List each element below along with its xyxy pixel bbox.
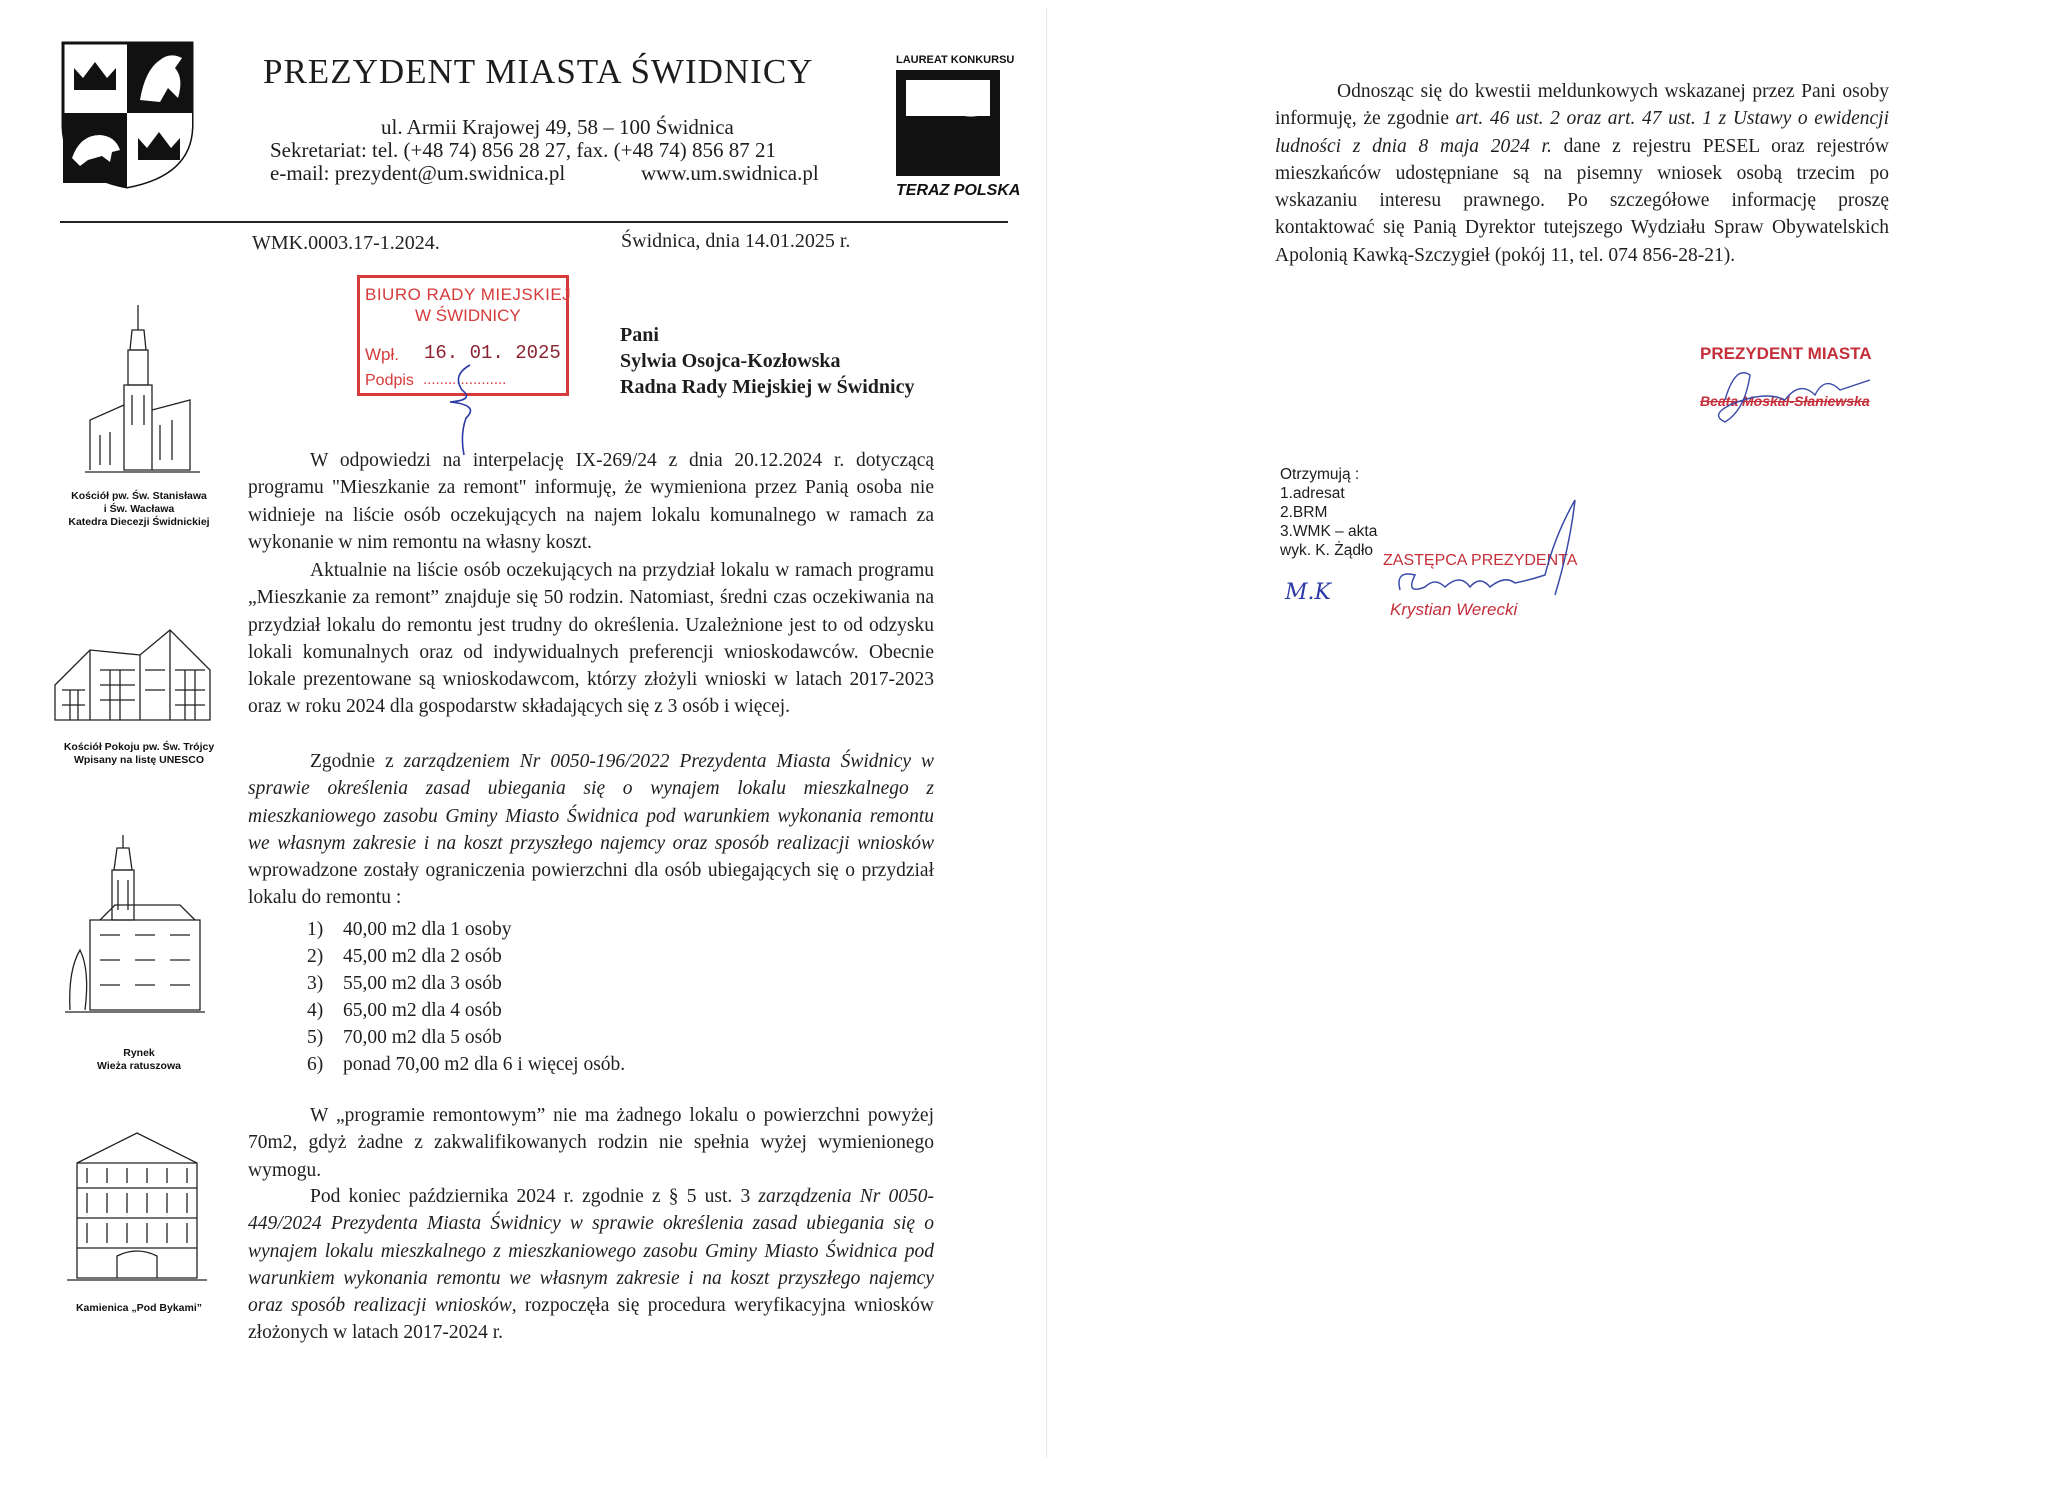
teraz-polska-logo: [896, 70, 1000, 176]
caption-church-of-peace: Kościół Pokoju pw. Św. Trójcy Wpisany na listę UNESCO: [63, 741, 215, 766]
letterhead-www: www.um.swidnica.pl: [641, 161, 819, 185]
award-name: TERAZ POLSKA: [896, 182, 1021, 199]
letter-paragraph-2: Aktualnie na liście osób oczekujących na przydział lokalu w ramach programu „Mieszkanie za remont” znajduje się 50 rodzin. Natomiast, średni czas oczekiwania na przydział lokalu do remontu jest trudny do określenia. Uzależnione jest to od odzysku lokali komunalnych oraz od indywidualnych preferencji wnioskodawców. Obecnie lokale prezentowane są wnioskodawcom, którzy złożyli wnioski w latach 2017-2023 oraz w roku 2024 dla gospodarstw składających się z 3 osób i więcej.: [248, 560, 934, 718]
stamp-signature-label: Podpis: [365, 372, 414, 389]
stamp-line-1: BIURO RADY MIEJSKIEJ: [365, 285, 572, 304]
deputy-signature: [1385, 495, 1595, 615]
deputy-president-stamp: ZASTĘPCA PREZYDENTA: [1383, 552, 1578, 569]
reference-number: WMK.0003.17-1.2024.: [252, 232, 440, 254]
stamp-signature-scribble: [440, 360, 490, 460]
cathedral-sketch: [80, 300, 205, 485]
president-signature: [1705, 360, 1885, 430]
list-item: 3) 55,00 m2 dla 3 osób: [307, 973, 502, 994]
addressee-name: Sylwia Osojca-Kozłowska: [620, 350, 841, 372]
caption-cathedral: Kościół pw. Św. Stanisława i Św. Wacława Katedra Diecezji Świdnickiej: [68, 490, 210, 528]
recipient-item: 1.adresat: [1280, 485, 1345, 502]
letterhead-title: PREZYDENT MIASTA ŚWIDNICY: [263, 52, 814, 91]
list-item: 5) 70,00 m2 dla 5 osób: [307, 1027, 502, 1048]
letterhead-phones: Sekretariat: tel. (+48 74) 856 28 27, fax. (+48 74) 856 87 21: [270, 138, 776, 162]
header-rule: [60, 221, 1008, 223]
letter-paragraph-4: W „programie remontowym” nie ma żadnego lokalu o powierzchni powyżej 70m2, gdyż żadne z zakwalifikowanych rodzin nie spełnia wyżej wymienionego wymogu.: [248, 1105, 934, 1181]
deputy-president-name: Krystian Werecki: [1390, 600, 1518, 619]
area-limits-list: [307, 916, 625, 1078]
recipients-block: [1280, 465, 1377, 560]
recipient-item: 2.BRM: [1280, 504, 1328, 521]
list-item: 6) ponad 70,00 m2 dla 6 i więcej osób.: [307, 1054, 626, 1075]
caption-town-hall: Rynek Wieża ratuszowa: [97, 1047, 181, 1072]
addressee-role: Radna Rady Miejskiej w Świdnicy: [620, 376, 915, 398]
letter-paragraph-1: W odpowiedzi na interpelację IX-269/24 z dnia 20.12.2024 r. dotyczącą programu "Mieszkanie za remont" informuję, że wymieniona przez Panią osoba nie widnieje na liście osób oczekujących na najem lokalu komunalnego w ramach za wykonanie w nim remontu na własny koszt.: [248, 450, 934, 553]
letter-paragraph-3: Zgodnie z zarządzeniem Nr 0050-196/2022 Prezydenta Miasta Świdnicy w sprawie określenia zasad ubiegania się o wynajem lokalu mieszkalnego z mieszkaniowego zasobu Gminy Miasto Świdnica pod warunkiem wykonania remontu we własnym zakresie i na koszt przyszłego najemcy oraz sposób realizacji wniosków wprowadzone zostały ograniczenia powierzchni dla osób ubiegających się o przydział lokalu do remontu :: [248, 751, 934, 909]
caption-under-the-bulls: Kamienica „Pod Bykami”: [75, 1302, 203, 1314]
president-stamp: PREZYDENT MIASTA: [1700, 344, 1872, 363]
town-hall-sketch: [60, 830, 210, 1020]
church-of-peace-sketch: [50, 610, 215, 730]
coat-of-arms-logo: [60, 40, 195, 190]
letterhead-address: ul. Armii Krajowej 49, 58 – 100 Świdnica: [381, 115, 734, 139]
letter-paragraph-5: Pod koniec października 2024 r. zgodnie z § 5 ust. 3 zarządzenia Nr 0050-449/2024 Prezydenta Miasta Świdnicy w sprawie określenia zasad ubiegania się o wynajem lokalu mieszkalnego z mieszkaniowego zasobu Gminy Miasto Świdnica pod warunkiem wykonania remontu we własnym zakresie i na koszt przyszłego najemcy oraz sposób realizacji wniosków, rozpoczęła się procedura weryfikacyjna wniosków złożonych w latach 2017-2024 r.: [248, 1186, 935, 1344]
preparer-initials: M.K: [1285, 580, 1331, 605]
list-item: 1) 40,00 m2 dla 1 osoby: [307, 919, 512, 940]
page2-paragraph: Odnosząc się do kwestii meldunkowych wskazanej przez Pani osoby informuję, że zgodnie art. 46 ust. 2 oraz art. 47 ust. 1 z Ustawy o ewidencji ludności z dnia 8 maja 2024 r. dane z rejestru PESEL oraz rejestrów mieszkańców udostępniane są na pisemny wniosek osobą trzecim po wskazaniu interesu prawnego. Po szczegółowe informację proszę kontaktować się Panią Dyrektor tutejszego Wydziału Spraw Obywatelskich Apolonią Kawką-Szczygieł (pokój 11, tel. 074 856-28-21).: [1275, 81, 1890, 266]
prepared-by: wyk. K. Żądło: [1280, 542, 1374, 559]
letterhead-email: e-mail: prezydent@um.swidnica.pl: [270, 161, 566, 185]
page-divider: [1046, 8, 1047, 1458]
stamp-dots: ....................: [423, 371, 507, 388]
president-name: Beata Moskal-Słaniewska: [1700, 393, 1870, 409]
recipients-title: Otrzymują :: [1280, 466, 1360, 483]
recipient-item: 3.WMK – akta: [1280, 523, 1378, 540]
stamp-line-2: W ŚWIDNICY: [415, 306, 521, 325]
list-item: 4) 65,00 m2 dla 4 osób: [307, 1000, 502, 1021]
stamp-received-label: Wpł.: [365, 345, 399, 364]
under-the-bulls-house-sketch: [62, 1128, 212, 1288]
addressee-salutation: Pani: [620, 324, 659, 346]
award-title: LAUREAT KONKURSU: [896, 54, 1015, 66]
list-item: 2) 45,00 m2 dla 2 osób: [307, 946, 502, 967]
stamp-received-date: 16. 01. 2025: [424, 342, 561, 364]
place-date: Świdnica, dnia 14.01.2025 r.: [621, 230, 851, 252]
addressee-block: [620, 322, 914, 400]
